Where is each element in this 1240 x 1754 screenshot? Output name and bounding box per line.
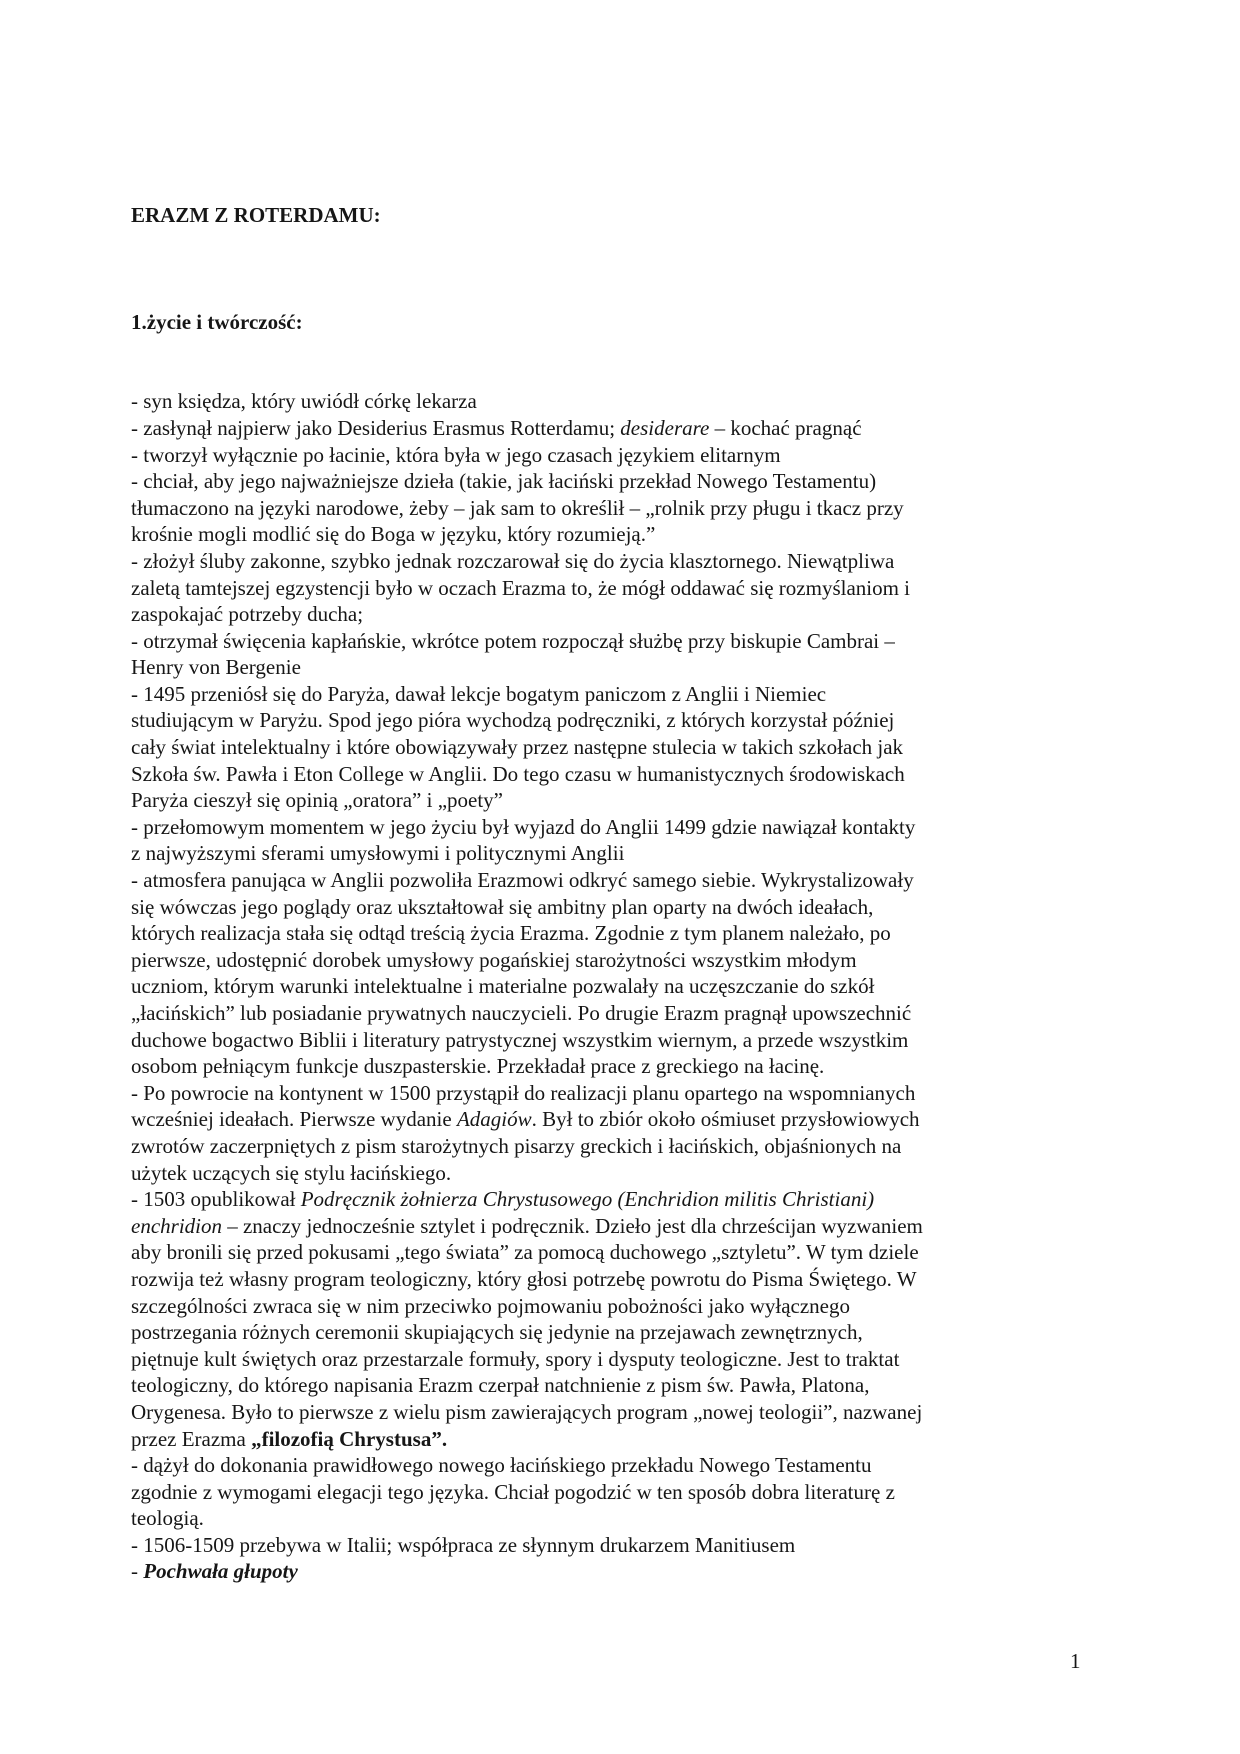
text-segment: zaspokajać potrzeby ducha;: [131, 602, 364, 627]
text-line: [131, 840, 1131, 867]
text-line: [131, 415, 1131, 442]
text-line: [131, 867, 1131, 894]
text-segment: - syn księdza, który uwiódł córkę lekarza: [131, 389, 477, 414]
text-segment: - chciał, aby jego najważniejsze dzieła (takie, jak łaciński przekład Nowego Testamentu): [131, 469, 877, 494]
text-segment: teologią.: [131, 1506, 204, 1531]
text-segment: - przełomowym momentem w jego życiu był wyjazd do Anglii 1499 gdzie nawiązał kontakty: [131, 814, 916, 839]
text-line: [131, 1186, 1131, 1213]
text-segment: Podręcznik żołnierza Chrystusowego (Enchridion militis Christiani): [300, 1187, 875, 1212]
text-line: [131, 734, 1131, 761]
text-segment: rozwija też własny program teologiczny, który głosi potrzebę powrotu do Pisma Świętego. W: [131, 1266, 917, 1291]
text-segment: - dążył do dokonania prawidłowego nowego łacińskiego przekładu Nowego Testamentu: [131, 1453, 872, 1478]
text-line: [131, 628, 1131, 655]
text-line: [131, 1532, 1131, 1559]
text-line: [131, 1106, 1131, 1133]
text-segment: Pochwała głupoty: [143, 1559, 298, 1584]
text-segment: - atmosfera panująca w Anglii pozwoliła Erazmowi odkryć samego siebie. Wykrystalizowały: [131, 868, 914, 893]
page-number: 1: [1070, 1649, 1081, 1673]
text-line: [131, 1027, 1131, 1054]
text-segment: szczególności zwraca się w nim przeciwko pojmowaniu pobożności jako wyłącznego: [131, 1293, 851, 1318]
text-segment: użytek uczących się stylu łacińskiego.: [131, 1160, 452, 1185]
document-body: [131, 388, 1131, 1585]
text-segment: - 1495 przeniósł się do Paryża, dawał lekcje bogatym paniczom z Anglii i Niemiec: [131, 681, 827, 706]
text-line: [131, 1479, 1131, 1506]
text-line: [131, 787, 1131, 814]
text-line: [131, 1053, 1131, 1080]
text-line: [131, 681, 1131, 708]
text-segment: przez Erazma: [131, 1426, 252, 1451]
text-line: [131, 521, 1131, 548]
text-segment: – znaczy jednocześnie sztylet i podręcznik. Dzieło jest dla chrześcijan wyzwaniem: [221, 1213, 923, 1238]
text-segment: studiującym w Paryżu. Spod jego pióra wychodzą podręczniki, z których korzystał później: [131, 708, 895, 733]
text-segment: - złożył śluby zakonne, szybko jednak rozczarował się do życia klasztornego. Niewątpliwa: [131, 548, 895, 573]
text-segment: z najwyższymi sferami umysłowymi i politycznymi Anglii: [131, 841, 625, 866]
text-line: [131, 894, 1131, 921]
text-segment: cały świat intelektualny i które obowiązywały przez następne stulecia w takich szkołach jak: [131, 735, 904, 760]
text-segment: zgodnie z wymogami elegacji tego języka. Chciał pogodzić w ten sposób dobra literaturę z: [131, 1479, 895, 1504]
text-line: [131, 468, 1131, 495]
text-line: [131, 1505, 1131, 1532]
document-heading: ERAZM Z ROTERDAMU:: [131, 203, 381, 228]
text-line: [131, 548, 1131, 575]
text-segment: - 1506-1509 przebywa w Italii; współpraca ze słynnym drukarzem Manitiusem: [131, 1532, 796, 1557]
text-line: [131, 1319, 1131, 1346]
text-segment: Henry von Bergenie: [131, 655, 301, 680]
text-segment: . Był to zbiór około ośmiuset przysłowiowych: [531, 1107, 920, 1132]
text-block: [131, 149, 1131, 1638]
text-line: [131, 1080, 1131, 1107]
text-line: [131, 761, 1131, 788]
text-segment: uczniom, którym warunki intelektualne i materialne pozwalały na uczęszczanie do szkół: [131, 974, 875, 999]
text-line: [131, 654, 1131, 681]
text-segment: teologiczny, do którego napisania Erazm czerpał natchnienie z pism św. Pawła, Platona,: [131, 1373, 870, 1398]
text-line: [131, 814, 1131, 841]
text-line: [131, 1266, 1131, 1293]
text-segment: „łacińskich” lub posiadanie prywatnych nauczycieli. Po drugie Erazm pragnął upowszechnić: [131, 1001, 912, 1025]
text-segment: postrzegania różnych ceremonii skupiających się jedynie na przejawach zewnętrznych,: [131, 1320, 863, 1345]
text-segment: duchowe bogactwo Biblii i literatury patrystycznej wszystkim wiernym, a przede wszystkim: [131, 1027, 909, 1052]
text-segment: enchridion: [131, 1213, 222, 1238]
text-line: [131, 973, 1131, 1000]
text-segment: desiderare: [620, 415, 710, 440]
text-segment: krośnie mogli modlić się do Boga w języku, który rozumieją.”: [131, 522, 656, 547]
text-line: [131, 388, 1131, 415]
text-segment: pierwsze, udostępnić dorobek umysłowy pogańskiej starożytności wszystkim młodym: [131, 947, 857, 972]
text-line: [131, 707, 1131, 734]
text-segment: tłumaczono na języki narodowe, żeby – jak sam to określił – „rolnik przy pługu i tkacz przy: [131, 495, 904, 520]
text-line: [131, 1372, 1131, 1399]
text-line: [131, 1000, 1131, 1027]
text-segment: - Po powrocie na kontynent w 1500 przystąpił do realizacji planu opartego na wspomnianych: [131, 1080, 916, 1105]
text-line: [131, 495, 1131, 522]
text-line: [131, 1133, 1131, 1160]
text-segment: Orygenesa. Było to pierwsze z wielu pism zawierających program „nowej teologii”, nazwanej: [131, 1399, 923, 1424]
text-segment: Paryża cieszył się opinią „oratora” i „poety”: [131, 788, 503, 813]
text-line: [131, 1239, 1131, 1266]
text-line: [131, 1160, 1131, 1187]
text-segment: zaletą tamtejszej egzystencji było w oczach Erazma to, że mógł oddawać się rozmyślaniom i: [131, 575, 911, 600]
text-line: [131, 920, 1131, 947]
text-segment: piętnuje kult świętych oraz przestarzale formuły, spory i dysputy teologiczne. Jest to traktat: [131, 1346, 900, 1371]
text-line: [131, 1399, 1131, 1426]
text-segment: – kochać pragnąć: [709, 415, 862, 440]
text-segment: Adagiów: [456, 1107, 532, 1132]
text-line: [131, 1558, 1131, 1585]
text-segment: - 1503 opublikował: [131, 1187, 301, 1212]
text-segment: zwrotów zaczerpniętych z pism starożytnych pisarzy greckich i łacińskich, objaśnionych na: [131, 1133, 902, 1158]
text-segment: - otrzymał święcenia kapłańskie, wkrótce potem rozpoczął służbę przy biskupie Cambrai –: [131, 628, 895, 653]
text-line: [131, 1346, 1131, 1373]
text-segment: aby bronili się przed pokusami „tego świata” za pomocą duchowego „sztyletu”. W tym dziele: [131, 1240, 919, 1265]
text-segment: - tworzył wyłącznie po łacinie, która była w jego czasach językiem elitarnym: [131, 442, 781, 467]
text-line: [131, 1452, 1131, 1479]
text-line: [131, 575, 1131, 602]
text-segment: się wówczas jego poglądy oraz ukształtował się ambitny plan oparty na dwóch ideałach,: [131, 894, 874, 919]
text-segment: -: [131, 1559, 144, 1584]
text-line: [131, 601, 1131, 628]
text-segment: „filozofią Chrystusa”.: [251, 1426, 448, 1451]
text-line: [131, 1213, 1131, 1240]
text-segment: - zasłynął najpierw jako Desiderius Erasmus Rotterdamu;: [131, 415, 621, 440]
text-segment: Szkoła św. Pawła i Eton College w Anglii. Do tego czasu w humanistycznych środowiskach: [131, 761, 905, 786]
text-segment: których realizacja stała się odtąd treścią życia Erazma. Zgodnie z tym planem należało, po: [131, 921, 891, 946]
text-line: [131, 1426, 1131, 1453]
text-segment: osobom pełniącym funkcje duszpasterskie. Przekładał prace z greckiego na łacinę.: [131, 1054, 825, 1079]
section-heading: 1.życie i twórczość:: [131, 309, 303, 334]
text-segment: wcześniej ideałach. Pierwsze wydanie: [131, 1107, 457, 1132]
text-line: [131, 442, 1131, 469]
text-line: [131, 1293, 1131, 1320]
text-line: [131, 947, 1131, 974]
